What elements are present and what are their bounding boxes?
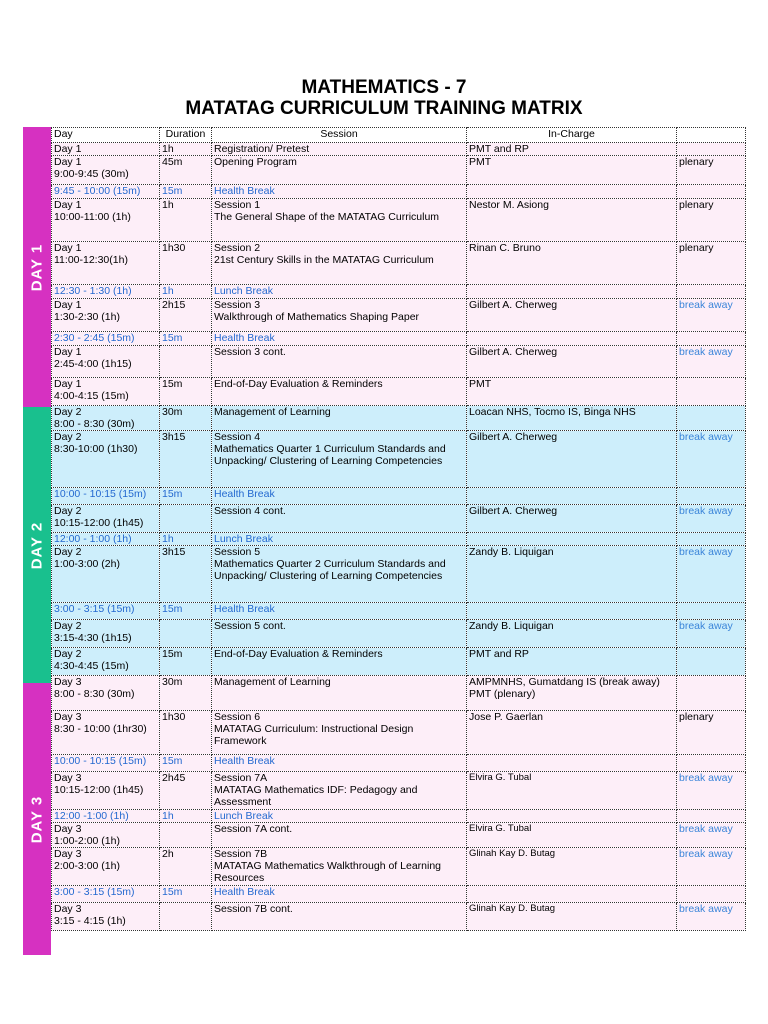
day-cell: Day 2 8:30-10:00 (1h30) (52, 431, 160, 488)
session-cell: Session 5 Mathematics Quarter 2 Curriculum Standards and Unpacking/ Clustering of Learning Competencies (212, 546, 467, 603)
session-cell: Lunch Break (212, 285, 467, 299)
day-cell: Day 1 10:00-11:00 (1h) (52, 199, 160, 242)
incharge-cell (467, 332, 677, 346)
day-cell: 3:00 - 3:15 (15m) (52, 886, 160, 903)
table-row (52, 676, 746, 711)
day-2-band (23, 407, 51, 683)
table-row (52, 332, 746, 346)
day-cell: Day 2 10:15-12:00 (1h45) (52, 505, 160, 533)
incharge-cell: PMT and RP (467, 143, 677, 156)
day-cell: Day 3 10:15-12:00 (1h45) (52, 772, 160, 810)
note-cell (677, 488, 746, 505)
note-cell: break away (677, 620, 746, 648)
duration-cell: 15m (160, 603, 212, 620)
duration-cell: 15m (160, 332, 212, 346)
duration-cell (160, 346, 212, 378)
session-cell: Management of Learning (212, 676, 467, 711)
day-cell: 12:30 - 1:30 (1h) (52, 285, 160, 299)
session-cell: Session 7B MATATAG Mathematics Walkthrough of Learning Resources (212, 848, 467, 886)
day-cell: Day 1 (52, 143, 160, 156)
note-cell (677, 648, 746, 676)
table-row (52, 772, 746, 810)
incharge-cell (467, 185, 677, 199)
incharge-cell (467, 603, 677, 620)
duration-cell: 3h15 (160, 546, 212, 603)
session-cell: Session 3 Walkthrough of Mathematics Shaping Paper (212, 299, 467, 332)
table-row (52, 143, 746, 156)
duration-cell (160, 823, 212, 848)
duration-cell: 15m (160, 488, 212, 505)
note-cell (677, 185, 746, 199)
table-row (52, 431, 746, 488)
table-row (52, 346, 746, 378)
incharge-cell: PMT (467, 378, 677, 406)
training-matrix-table (51, 127, 746, 931)
duration-cell: 1h30 (160, 711, 212, 755)
duration-cell: 15m (160, 886, 212, 903)
duration-cell: 15m (160, 378, 212, 406)
duration-cell: 30m (160, 406, 212, 431)
day-1-band (23, 127, 51, 407)
day-cell: Day 3 8:00 - 8:30 (30m) (52, 676, 160, 711)
day-cell: Day 3 3:15 - 4:15 (1h) (52, 903, 160, 931)
incharge-cell: Loacan NHS, Tocmo IS, Binga NHS (467, 406, 677, 431)
duration-cell: 1h (160, 199, 212, 242)
duration-cell (160, 903, 212, 931)
session-cell: Session 7A cont. (212, 823, 467, 848)
session-cell: Session 7A MATATAG Mathematics IDF: Pedagogy and Assessment (212, 772, 467, 810)
session-cell: Health Break (212, 886, 467, 903)
day-cell: Day 2 8:00 - 8:30 (30m) (52, 406, 160, 431)
note-cell (677, 810, 746, 823)
session-cell: Session 3 cont. (212, 346, 467, 378)
table-row (52, 242, 746, 285)
note-cell (677, 886, 746, 903)
day-cell: 3:00 - 3:15 (15m) (52, 603, 160, 620)
session-cell: Session 5 cont. (212, 620, 467, 648)
table-row (52, 810, 746, 823)
incharge-cell (467, 810, 677, 823)
note-cell: plenary (677, 156, 746, 185)
incharge-cell (467, 886, 677, 903)
table-row (52, 903, 746, 931)
session-cell: Management of Learning (212, 406, 467, 431)
table-row (52, 285, 746, 299)
incharge-cell: Gilbert A. Cherweg (467, 431, 677, 488)
duration-cell: 1h (160, 285, 212, 299)
note-cell: break away (677, 903, 746, 931)
header-incharge: In-Charge (467, 128, 677, 143)
day-3-band (23, 683, 51, 955)
day-cell: Day 2 3:15-4:30 (1h15) (52, 620, 160, 648)
session-cell: Session 1 The General Shape of the MATATAG Curriculum (212, 199, 467, 242)
header-duration: Duration (160, 128, 212, 143)
incharge-cell: PMT (467, 156, 677, 185)
title-line-1: MATHEMATICS - 7 (301, 77, 467, 98)
note-cell (677, 603, 746, 620)
note-cell: break away (677, 431, 746, 488)
session-cell: Session 4 cont. (212, 505, 467, 533)
duration-cell: 1h (160, 810, 212, 823)
table-row (52, 886, 746, 903)
duration-cell: 2h45 (160, 772, 212, 810)
day-cell: 12:00 -1:00 (1h) (52, 810, 160, 823)
note-cell (677, 406, 746, 431)
session-cell: Session 4 Mathematics Quarter 1 Curriculum Standards and Unpacking/ Clustering of Learning Competencies (212, 431, 467, 488)
day-cell: 10:00 - 10:15 (15m) (52, 755, 160, 772)
duration-cell: 2h15 (160, 299, 212, 332)
day-cell: 12:00 - 1:00 (1h) (52, 533, 160, 546)
duration-cell: 3h15 (160, 431, 212, 488)
duration-cell: 15m (160, 755, 212, 772)
note-cell: plenary (677, 242, 746, 285)
session-cell: Session 7B cont. (212, 903, 467, 931)
table-row (52, 199, 746, 242)
incharge-cell: Glinah Kay D. Butag (467, 903, 677, 931)
session-cell: End-of-Day Evaluation & Reminders (212, 648, 467, 676)
table-row (52, 711, 746, 755)
duration-cell: 1h30 (160, 242, 212, 285)
duration-cell (160, 620, 212, 648)
day-cell: Day 3 2:00-3:00 (1h) (52, 848, 160, 886)
day-cell: 9:45 - 10:00 (15m) (52, 185, 160, 199)
day-cell: Day 3 1:00-2:00 (1h) (52, 823, 160, 848)
day-cell: Day 3 8:30 - 10:00 (1hr30) (52, 711, 160, 755)
note-cell: plenary (677, 199, 746, 242)
session-cell: Session 6 MATATAG Curriculum: Instructional Design Framework (212, 711, 467, 755)
table-row (52, 603, 746, 620)
day-2-label: DAY 2 (28, 521, 46, 569)
day-cell: Day 1 9:00-9:45 (30m) (52, 156, 160, 185)
duration-cell: 15m (160, 185, 212, 199)
incharge-cell: Nestor M. Asiong (467, 199, 677, 242)
incharge-cell: Elvira G. Tubal (467, 772, 677, 810)
day-3-label: DAY 3 (28, 795, 46, 843)
incharge-cell: AMPMNHS, Gumatdang IS (break away) PMT (plenary) (467, 676, 677, 711)
incharge-cell (467, 755, 677, 772)
incharge-cell: PMT and RP (467, 648, 677, 676)
note-cell (677, 378, 746, 406)
note-cell: break away (677, 772, 746, 810)
session-cell: End-of-Day Evaluation & Reminders (212, 378, 467, 406)
duration-cell: 1h (160, 533, 212, 546)
table-row (52, 378, 746, 406)
note-cell: break away (677, 546, 746, 603)
session-cell: Health Break (212, 185, 467, 199)
day-cell: Day 2 1:00-3:00 (2h) (52, 546, 160, 603)
session-cell: Opening Program (212, 156, 467, 185)
note-cell (677, 533, 746, 546)
session-cell: Health Break (212, 488, 467, 505)
header-row (52, 128, 746, 143)
day-1-label: DAY 1 (28, 243, 46, 291)
table-row (52, 488, 746, 505)
note-cell: break away (677, 848, 746, 886)
incharge-cell: Gilbert A. Cherweg (467, 299, 677, 332)
note-cell: plenary (677, 711, 746, 755)
note-cell (677, 676, 746, 711)
table-row (52, 299, 746, 332)
duration-cell: 2h (160, 848, 212, 886)
duration-cell: 30m (160, 676, 212, 711)
duration-cell (160, 505, 212, 533)
incharge-cell: Jose P. Gaerlan (467, 711, 677, 755)
incharge-cell: Zandy B. Liquigan (467, 546, 677, 603)
day-cell: Day 2 4:30-4:45 (15m) (52, 648, 160, 676)
note-cell: break away (677, 299, 746, 332)
table-row (52, 156, 746, 185)
incharge-cell: Rinan C. Bruno (467, 242, 677, 285)
day-cell: 10:00 - 10:15 (15m) (52, 488, 160, 505)
note-cell (677, 755, 746, 772)
day-cell: Day 1 4:00-4:15 (15m) (52, 378, 160, 406)
table-row (52, 848, 746, 886)
session-cell: Registration/ Pretest (212, 143, 467, 156)
day-cell: Day 1 2:45-4:00 (1h15) (52, 346, 160, 378)
table-row (52, 755, 746, 772)
session-cell: Health Break (212, 603, 467, 620)
session-cell: Health Break (212, 755, 467, 772)
table-row (52, 505, 746, 533)
table-row (52, 533, 746, 546)
incharge-cell: Gilbert A. Cherweg (467, 346, 677, 378)
incharge-cell (467, 533, 677, 546)
header-note (677, 128, 746, 143)
duration-cell: 1h (160, 143, 212, 156)
title-line-2: MATATAG CURRICULUM TRAINING MATRIX (185, 98, 583, 119)
note-cell (677, 143, 746, 156)
duration-cell: 45m (160, 156, 212, 185)
note-cell: break away (677, 505, 746, 533)
session-cell: Lunch Break (212, 533, 467, 546)
session-cell: Health Break (212, 332, 467, 346)
table-row (52, 823, 746, 848)
incharge-cell (467, 285, 677, 299)
duration-cell: 15m (160, 648, 212, 676)
note-cell: break away (677, 823, 746, 848)
incharge-cell: Zandy B. Liquigan (467, 620, 677, 648)
incharge-cell (467, 488, 677, 505)
incharge-cell: Gilbert A. Cherweg (467, 505, 677, 533)
table-row (52, 185, 746, 199)
table-row (52, 620, 746, 648)
note-cell (677, 332, 746, 346)
session-cell: Session 2 21st Century Skills in the MATATAG Curriculum (212, 242, 467, 285)
header-session: Session (212, 128, 467, 143)
incharge-cell: Glinah Kay D. Butag (467, 848, 677, 886)
table-row (52, 648, 746, 676)
table-row (52, 406, 746, 431)
day-cell: Day 1 1:30-2:30 (1h) (52, 299, 160, 332)
incharge-cell: Elvira G. Tubal (467, 823, 677, 848)
header-day: Day (52, 128, 160, 143)
note-cell (677, 285, 746, 299)
session-cell: Lunch Break (212, 810, 467, 823)
day-cell: 2:30 - 2:45 (15m) (52, 332, 160, 346)
day-cell: Day 1 11:00-12:30(1h) (52, 242, 160, 285)
note-cell: break away (677, 346, 746, 378)
table-row (52, 546, 746, 603)
